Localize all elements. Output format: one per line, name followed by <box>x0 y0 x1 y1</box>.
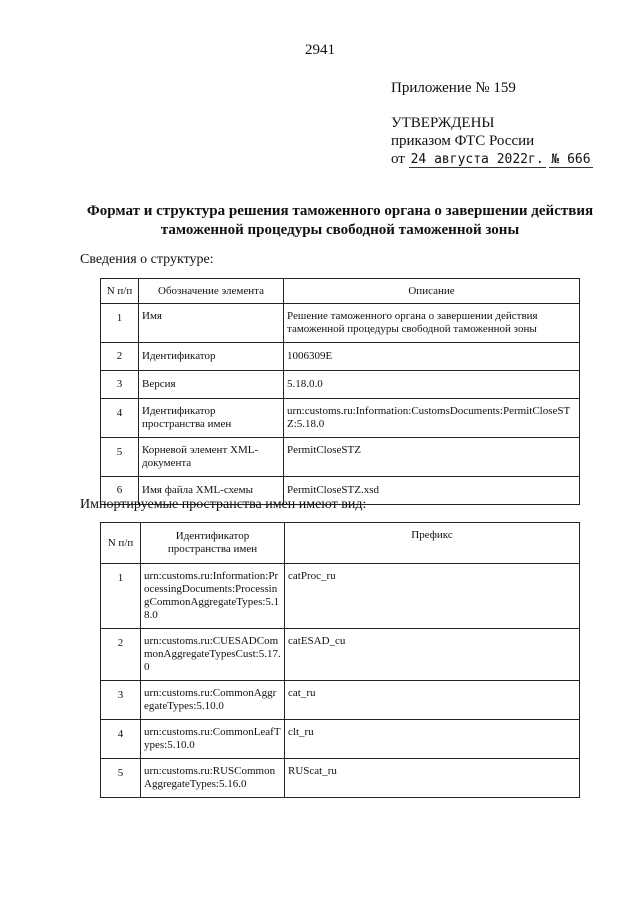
row-number: 3 <box>101 681 141 720</box>
document-title <box>60 202 620 240</box>
table-row <box>101 720 580 759</box>
element-description: 5.18.0.0 <box>284 371 580 399</box>
column-header-description: Описание <box>284 279 580 304</box>
element-name: Идентификатор <box>139 343 284 371</box>
row-number: 5 <box>101 759 141 798</box>
table-row <box>101 371 580 399</box>
element-name: Имя файла XML-схемы <box>139 477 284 505</box>
column-header-num: N п/п <box>101 279 139 304</box>
element-name: Идентификатор пространства имен <box>139 399 284 438</box>
namespace-prefix: catESAD_cu <box>285 629 580 681</box>
order-number: № 666 <box>551 152 591 167</box>
namespace-prefix: cat_ru <box>285 681 580 720</box>
table-row <box>101 629 580 681</box>
row-number: 1 <box>101 304 139 343</box>
namespace-id: urn:customs.ru:RUSCommonAggregateTypes:5.16.0 <box>141 759 285 798</box>
row-number: 4 <box>101 399 139 438</box>
namespace-prefix: catProc_ru <box>285 564 580 629</box>
structure-table <box>100 278 580 505</box>
order-date: 24 августа 2022г. <box>410 152 544 167</box>
column-header-num: N п/п <box>101 523 141 564</box>
column-header-element: Обозначение элемента <box>139 279 284 304</box>
order-date-line <box>391 151 593 168</box>
row-number: 4 <box>101 720 141 759</box>
table-row <box>101 681 580 720</box>
namespace-id: urn:customs.ru:CUESADCommonAggregateTypesCust:5.17.0 <box>141 629 285 681</box>
table-row <box>101 438 580 477</box>
element-name: Корневой элемент XML-документа <box>139 438 284 477</box>
order-date-prefix: от <box>391 151 405 167</box>
element-name: Имя <box>139 304 284 343</box>
element-description: 1006309E <box>284 343 580 371</box>
document-title-line2: таможенной процедуры свободной таможенной зоны <box>160 222 520 238</box>
element-description: Решение таможенного органа о завершении действия таможенной процедуры свободной таможенной зоны <box>284 304 580 343</box>
namespace-id: urn:customs.ru:Information:ProcessingDocuments:ProcessingCommonAggregateTypes:5.18.0 <box>141 564 285 629</box>
element-description: PermitCloseSTZ <box>284 438 580 477</box>
structure-heading: Сведения о структуре: <box>80 252 214 267</box>
approved-label: УТВЕРЖДЕНЫ <box>391 115 495 131</box>
order-label: приказом ФТС России <box>391 133 535 149</box>
element-description: urn:customs.ru:Information:CustomsDocuments:PermitCloseSTZ:5.18.0 <box>284 399 580 438</box>
namespace-id: urn:customs.ru:CommonLeafTypes:5.10.0 <box>141 720 285 759</box>
row-number: 2 <box>101 629 141 681</box>
table-row <box>101 759 580 798</box>
document-title-line1: Формат и структура решения таможенного органа о завершении действия <box>86 203 594 219</box>
imports-heading: Импортируемые пространства имен имеют вид: <box>80 497 367 512</box>
row-number: 6 <box>101 477 139 505</box>
table-row <box>101 399 580 438</box>
namespace-prefix: clt_ru <box>285 720 580 759</box>
page-number: 2941 <box>305 42 335 58</box>
row-number: 2 <box>101 343 139 371</box>
namespace-id: urn:customs.ru:CommonAggregateTypes:5.10.0 <box>141 681 285 720</box>
row-number: 3 <box>101 371 139 399</box>
row-number: 1 <box>101 564 141 629</box>
namespace-prefix: RUScat_ru <box>285 759 580 798</box>
table-row <box>101 304 580 343</box>
row-number: 5 <box>101 438 139 477</box>
column-header-prefix: Префикс <box>285 523 580 564</box>
column-header-namespace: Идентификатор пространства имен <box>141 523 285 564</box>
element-description: PermitCloseSTZ.xsd <box>284 477 580 505</box>
structure-header-row <box>101 279 580 304</box>
table-row <box>101 343 580 371</box>
appendix-label: Приложение № 159 <box>391 80 516 96</box>
element-name: Версия <box>139 371 284 399</box>
imports-table <box>100 522 580 798</box>
imports-header-row <box>101 523 580 564</box>
table-row <box>101 564 580 629</box>
